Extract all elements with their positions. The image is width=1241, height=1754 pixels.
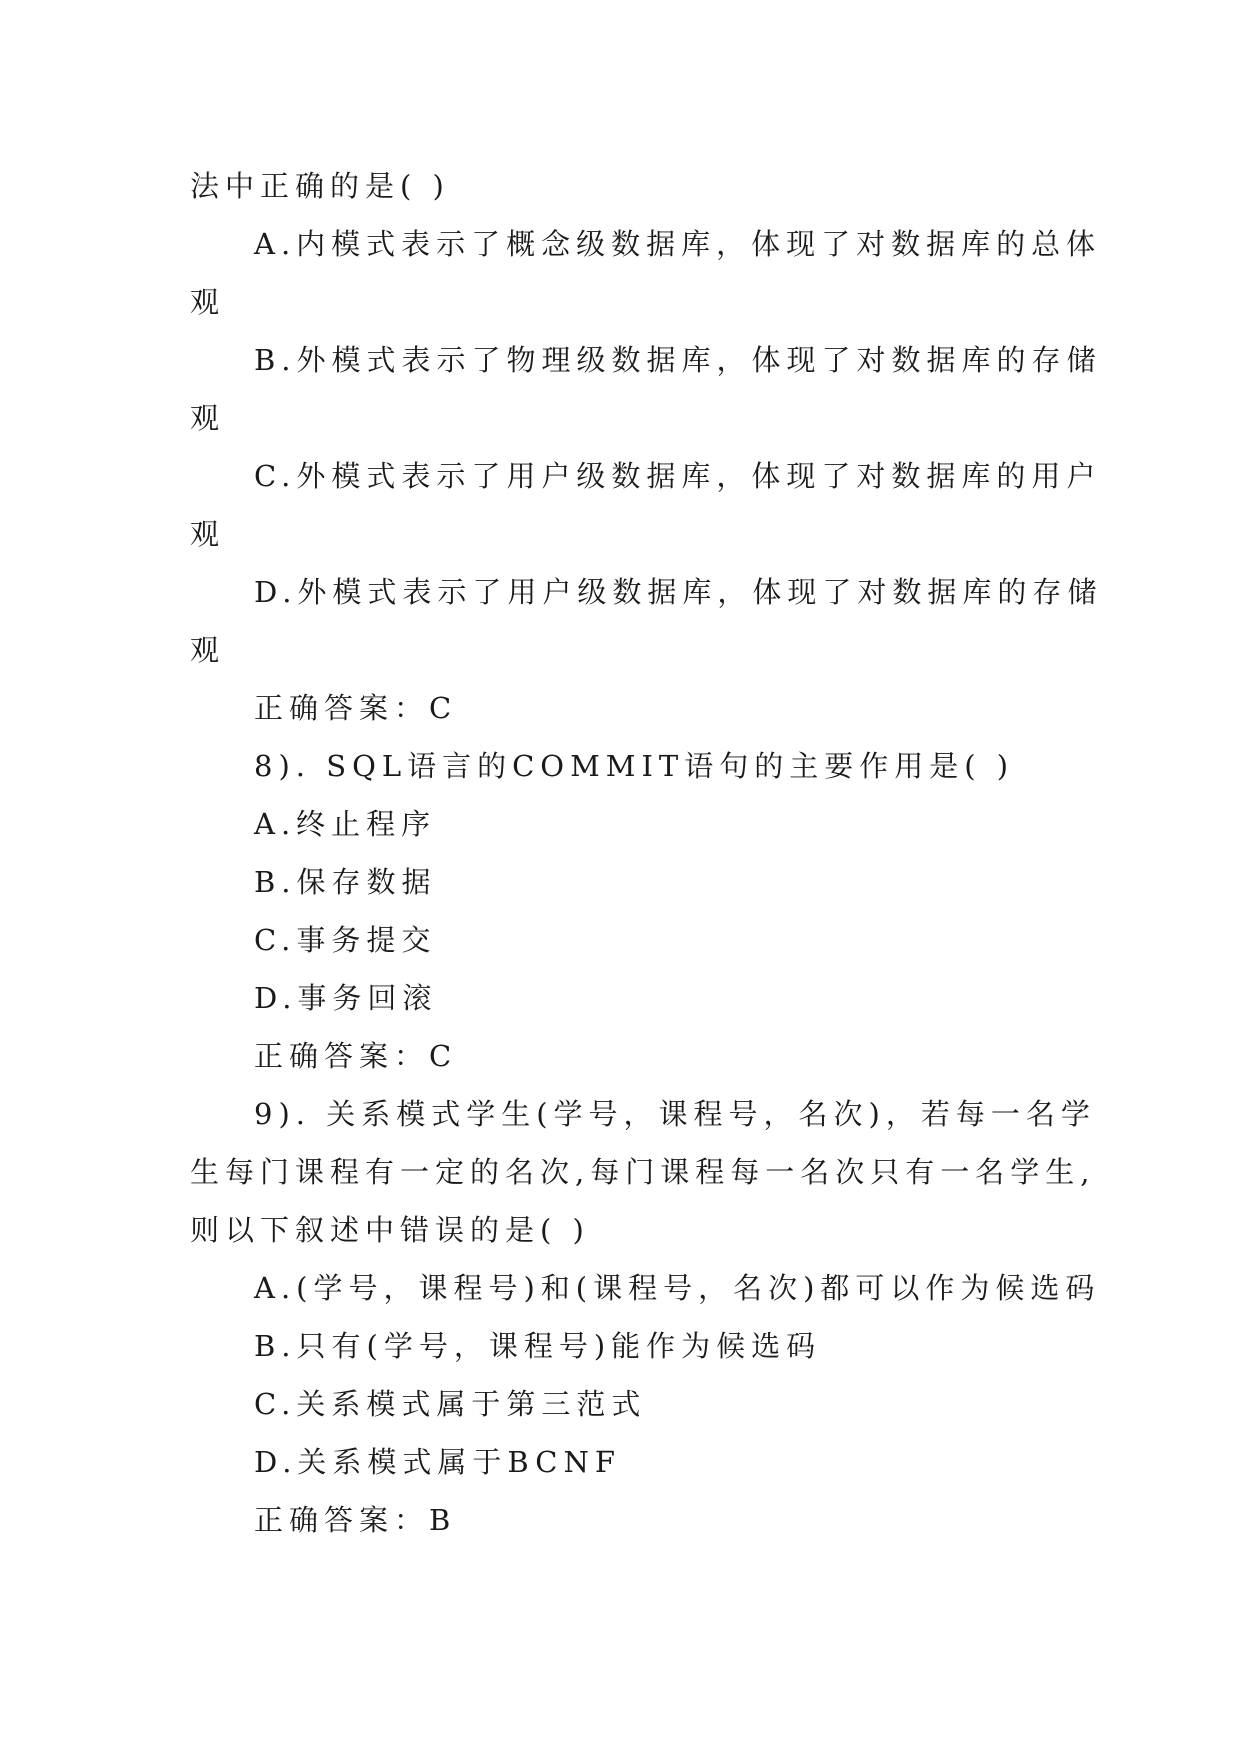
question-7-option-c-cont: 观 [190,517,226,551]
question-9-stem-cont-2: 则以下叙述中错误的是( ) [190,1213,590,1247]
question-9-answer: 正确答案：B [254,1503,457,1537]
question-8-stem: 8). SQL语言的COMMIT语句的主要作用是( ) [254,749,1015,783]
question-7-option-b: B.外模式表示了物理级数据库，体现了对数据库的存储 [254,343,1102,377]
question-8-option-c: C.事务提交 [254,923,437,957]
question-9-option-b: B.只有(学号，课程号)能作为候选码 [254,1329,822,1363]
question-8-option-a: A.终止程序 [254,807,437,841]
question-9-option-a: A.(学号，课程号)和(课程号，名次)都可以作为候选码 [254,1271,1101,1305]
question-8-option-b: B.保存数据 [254,865,437,899]
question-7-option-d-cont: 观 [190,633,226,667]
question-9-option-c: C.关系模式属于第三范式 [254,1387,647,1421]
question-9-stem-cont-1: 生每门课程有一定的名次,每门课程每一名次只有一名学生, [190,1155,1096,1189]
question-7-stem-end: 法中正确的是( ) [190,169,450,203]
question-7-option-c: C.外模式表示了用户级数据库，体现了对数据库的用户 [254,459,1102,493]
question-9-option-d: D.关系模式属于BCNF [254,1445,621,1479]
question-8-option-d: D.事务回滚 [254,981,438,1015]
document-body [190,157,1103,1549]
question-7-option-b-cont: 观 [190,401,226,435]
question-7-option-a: A.内模式表示了概念级数据库，体现了对数据库的总体 [254,227,1102,261]
question-8-answer: 正确答案：C [254,1039,458,1073]
question-7-option-a-cont: 观 [190,285,226,319]
question-9-stem: 9). 关系模式学生(学号，课程号，名次)，若每一名学 [254,1097,1096,1131]
question-7-answer: 正确答案：C [254,691,458,725]
question-7-option-d: D.外模式表示了用户级数据库，体现了对数据库的存储 [254,575,1103,609]
